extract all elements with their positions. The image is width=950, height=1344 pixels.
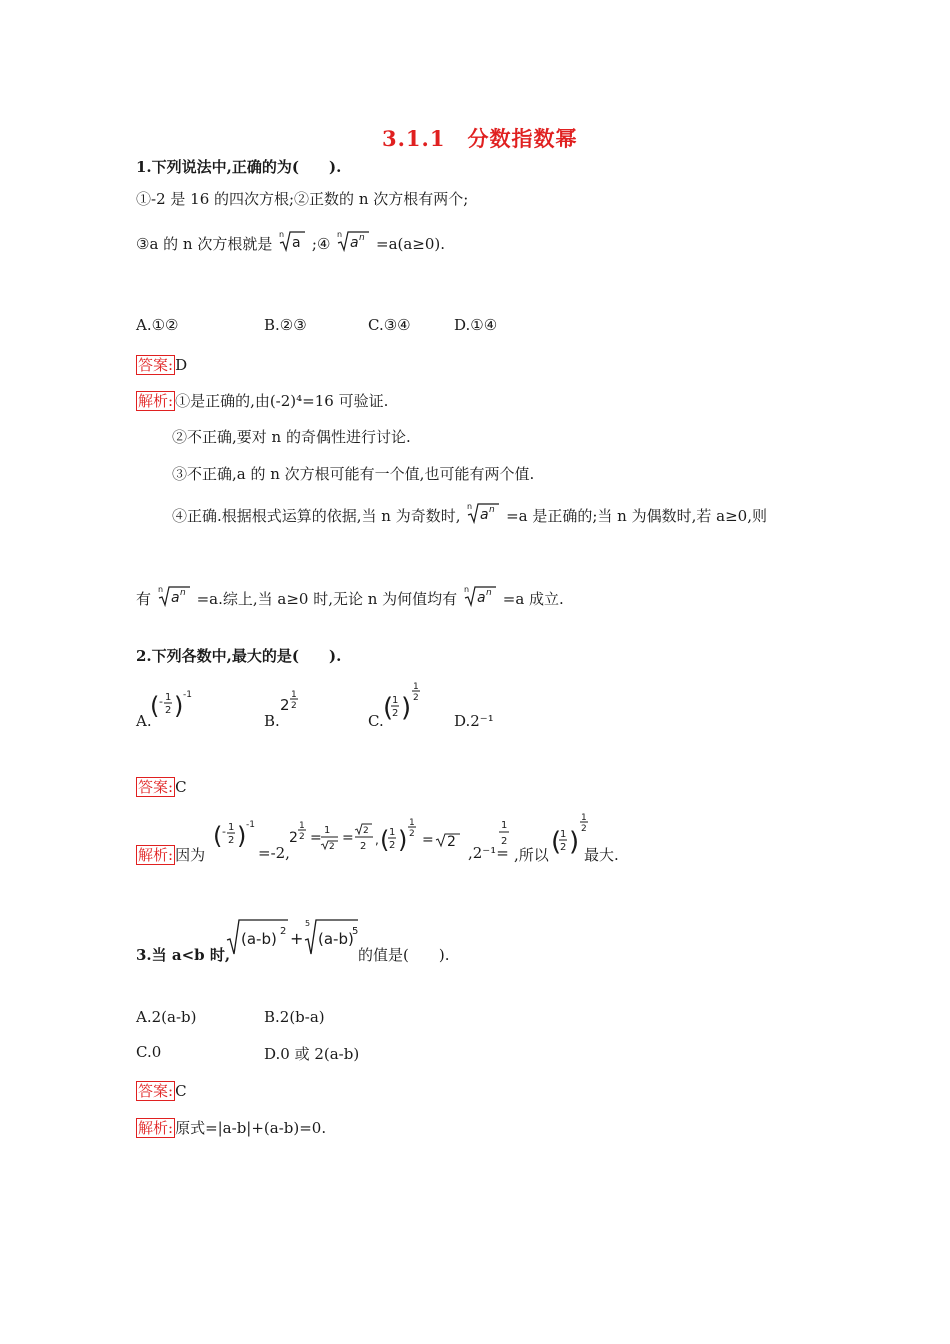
- svg-text:): ): [398, 826, 408, 854]
- svg-text:(a-b): (a-b): [318, 930, 354, 948]
- svg-text:2: 2: [581, 824, 587, 834]
- q2-option-b-formula: [278, 688, 308, 718]
- q3-analysis: [136, 1117, 326, 1138]
- svg-text:(a-b): (a-b): [241, 930, 277, 948]
- svg-text:a: a: [476, 590, 486, 606]
- svg-text:n: n: [489, 505, 496, 515]
- svg-text:n: n: [467, 502, 473, 511]
- question-1-line2: [136, 229, 445, 254]
- q3-analysis-text: 原式=|a-b|+(a-b)=0.: [175, 1119, 327, 1137]
- svg-text:2: 2: [501, 836, 508, 847]
- q2-option-b-label: B.: [264, 712, 280, 730]
- svg-text:2: 2: [165, 705, 172, 716]
- q2-analysis-label-row: [136, 844, 205, 865]
- svg-text:(: (: [213, 822, 223, 850]
- q2-analysis-formula-3: [496, 816, 516, 852]
- q1-line2-post: =a(a≥0).: [376, 235, 446, 253]
- svg-text:5: 5: [352, 926, 359, 937]
- q3-answer: [136, 1080, 187, 1101]
- nth-root-a-pow-n-formula: [156, 584, 192, 608]
- svg-text:2: 2: [392, 708, 399, 719]
- q1-line2-mid: ;④: [311, 235, 331, 253]
- question-3-stem-pre: 3.当 a<b 时,: [136, 946, 231, 964]
- svg-text:2: 2: [228, 835, 235, 846]
- q1-a5-pre: 有: [136, 590, 152, 608]
- svg-text:(: (: [551, 827, 562, 857]
- answer-label: 答案:: [138, 356, 174, 374]
- analysis-label: 解析:: [138, 392, 174, 410]
- svg-text:): ): [401, 693, 412, 723]
- svg-text:-: -: [159, 695, 163, 708]
- q1-analysis-line1: ①是正确的,由(-2)⁴=16 可验证.: [175, 392, 389, 410]
- q2-option-a-formula: [148, 686, 198, 726]
- svg-text:n: n: [337, 230, 343, 239]
- q1-a5-mid: =a.综上,当 a≥0 时,无论 n 为何值均有: [196, 590, 458, 608]
- svg-text:2: 2: [329, 842, 335, 852]
- q2-analysis-mid2: ,2⁻¹=: [468, 844, 509, 862]
- svg-text:-1: -1: [246, 820, 255, 830]
- q2-option-c-label: C.: [368, 712, 384, 730]
- svg-text:2: 2: [289, 830, 298, 846]
- svg-text:2: 2: [389, 840, 396, 851]
- q1-analysis-line2: ②不正确,要对 n 的奇偶性进行讨论.: [172, 428, 411, 446]
- svg-text:): ): [237, 822, 247, 850]
- svg-text:n: n: [463, 585, 470, 594]
- q2-answer: [136, 776, 187, 797]
- q1-a4-post: =a 是正确的;当 n 为偶数时,若 a≥0,则: [506, 507, 767, 525]
- svg-text:1: 1: [392, 695, 399, 706]
- svg-text:1: 1: [165, 692, 172, 703]
- question-3-stem-post: 的值是( ).: [358, 946, 450, 964]
- question-1-stem: 1.下列说法中,正确的为( ).: [136, 158, 342, 176]
- svg-text:=: =: [422, 832, 434, 848]
- svg-text:-: -: [222, 825, 226, 838]
- svg-text:2: 2: [363, 826, 369, 836]
- q2-analysis-mid3: ,所以: [514, 846, 549, 864]
- svg-text:2: 2: [280, 696, 290, 714]
- q1-analysis-line3: ③不正确,a 的 n 次方根可能有一个值,也可能有两个值.: [172, 465, 535, 483]
- q1-answer: [136, 354, 187, 375]
- svg-text:1: 1: [291, 690, 297, 700]
- q1-answer-value: D: [175, 356, 188, 374]
- q3-answer-value: C: [175, 1082, 187, 1100]
- svg-text:(: (: [383, 693, 394, 723]
- svg-text:a: a: [480, 507, 489, 523]
- svg-text:2: 2: [360, 841, 367, 852]
- q1-analysis-1: [136, 390, 388, 411]
- q2-analysis-mid1: =-2,: [258, 844, 290, 862]
- q1-analysis-line4: [172, 501, 767, 526]
- svg-text:1: 1: [389, 827, 396, 838]
- svg-text:2: 2: [560, 842, 567, 853]
- question-2-stem: 2.下列各数中,最大的是( ).: [136, 647, 342, 665]
- nth-root-a-pow-n-formula: [462, 584, 498, 608]
- q2-option-d: D.2⁻¹: [454, 712, 494, 730]
- q1-line2-pre: ③a 的 n 次方根就是: [136, 235, 273, 253]
- q2-analysis-post: 最大.: [584, 846, 619, 864]
- svg-text:+: +: [290, 929, 304, 948]
- svg-text:1: 1: [409, 818, 415, 828]
- nth-root-a-pow-n-formula: [465, 501, 501, 525]
- q3-option-b: B.2(b-a): [264, 1008, 325, 1026]
- svg-text:n: n: [157, 585, 163, 594]
- q1-a5-post: =a 成立.: [502, 590, 564, 608]
- svg-text:a: a: [292, 235, 301, 251]
- svg-text:1: 1: [581, 813, 587, 823]
- nth-root-a-formula: [277, 229, 307, 253]
- svg-text:): ): [174, 692, 184, 720]
- svg-text:2: 2: [299, 832, 305, 842]
- q1-analysis-line5: [136, 584, 564, 609]
- svg-text:2: 2: [280, 926, 287, 937]
- analysis-label: 解析:: [138, 1119, 174, 1137]
- svg-text:n: n: [279, 230, 285, 239]
- page-title: 3.1.1 分数指数幂: [382, 126, 578, 151]
- q1-option-d: D.①④: [454, 316, 498, 334]
- svg-text:2: 2: [291, 701, 297, 711]
- svg-text:(: (: [150, 692, 160, 720]
- analysis-label: 解析:: [138, 846, 174, 864]
- svg-text:2: 2: [413, 693, 419, 703]
- svg-text:2: 2: [447, 834, 456, 850]
- q1-option-c: C.③④: [368, 316, 411, 334]
- q2-answer-value: C: [175, 778, 187, 796]
- q2-option-a-label: A.: [136, 712, 152, 730]
- q1-option-b: B.②③: [264, 316, 307, 334]
- nth-root-a-pow-n-formula: [335, 229, 371, 253]
- svg-text:5: 5: [305, 919, 311, 928]
- q3-option-d: D.0 或 2(a-b): [264, 1045, 360, 1063]
- svg-text:1: 1: [324, 825, 331, 836]
- svg-text:1: 1: [299, 821, 305, 831]
- svg-text:-1: -1: [183, 690, 192, 700]
- svg-text:a: a: [170, 590, 180, 606]
- q2-analysis-formula-2: [288, 816, 468, 860]
- answer-label: 答案:: [138, 1082, 174, 1100]
- svg-text:,: ,: [375, 833, 379, 847]
- q3-option-c: C.0: [136, 1043, 162, 1061]
- svg-text:n: n: [485, 588, 492, 598]
- q1-a4-pre: ④正确.根据根式运算的依据,当 n 为奇数时,: [172, 507, 461, 525]
- svg-text:a: a: [350, 235, 359, 251]
- svg-text:1: 1: [413, 682, 419, 692]
- svg-text:2: 2: [409, 829, 415, 839]
- svg-text:n: n: [179, 588, 186, 598]
- question-1-line1: ①-2 是 16 的四次方根;②正数的 n 次方根有两个;: [136, 190, 469, 208]
- q3-option-a: A.2(a-b): [136, 1008, 197, 1026]
- q2-analysis-formula-1: [212, 816, 260, 856]
- svg-text:): ): [569, 827, 580, 857]
- svg-text:=: =: [310, 830, 322, 846]
- q3-radical-formula: [226, 914, 360, 958]
- svg-text:(: (: [380, 826, 390, 854]
- svg-text:=: =: [342, 830, 354, 846]
- svg-text:1: 1: [501, 820, 508, 831]
- svg-text:1: 1: [228, 822, 235, 833]
- svg-text:n: n: [359, 233, 365, 243]
- svg-text:1: 1: [560, 829, 567, 840]
- answer-label: 答案:: [138, 778, 174, 796]
- q2-option-c-formula: [382, 680, 426, 724]
- q2-analysis-pre: 因为: [175, 846, 206, 864]
- q1-option-a: A.①②: [136, 316, 179, 334]
